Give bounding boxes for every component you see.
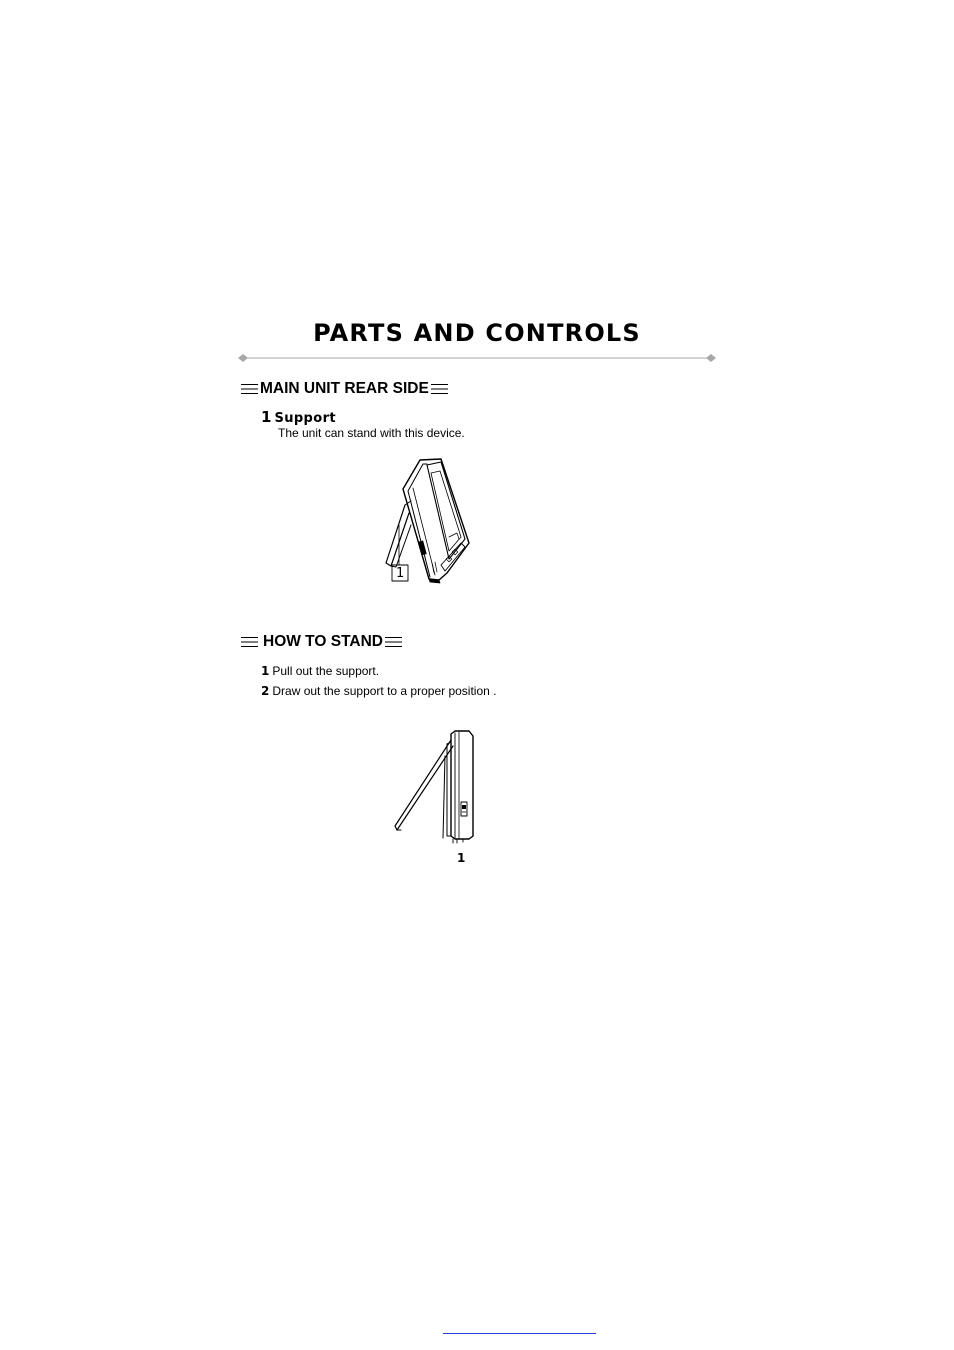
support-item-description: The unit can stand with this device. (278, 426, 465, 440)
title-divider (238, 352, 716, 364)
triple-line-icon (241, 636, 258, 648)
step-item-2 (261, 683, 497, 699)
triple-line-icon (241, 383, 258, 395)
step-number: 1 (261, 664, 270, 678)
section-heading-how-to-stand (241, 633, 402, 651)
item-number: 1 (261, 408, 272, 426)
step-item-1 (261, 663, 379, 679)
page-title: PARTS AND CONTROLS (313, 319, 641, 347)
step-number: 2 (261, 684, 270, 698)
section-heading-text: MAIN UNIT REAR SIDE (260, 380, 429, 397)
triple-line-icon (431, 383, 448, 395)
figure-callout-label: 1 (457, 851, 466, 865)
figure-callout-label: 1 (396, 566, 405, 581)
item-label: Support (274, 411, 337, 426)
diamond-ornament-right (706, 354, 716, 362)
section-heading-rear-side (241, 380, 448, 398)
diamond-ornament-left (238, 354, 248, 362)
triple-line-icon (385, 636, 402, 648)
step-text: Draw out the support to a proper position . (272, 684, 497, 698)
step-text: Pull out the support. (272, 664, 380, 678)
footer-link-underline[interactable] (443, 1331, 596, 1334)
how-to-stand-figure (393, 728, 477, 846)
section-heading-text: HOW TO STAND (263, 633, 383, 650)
